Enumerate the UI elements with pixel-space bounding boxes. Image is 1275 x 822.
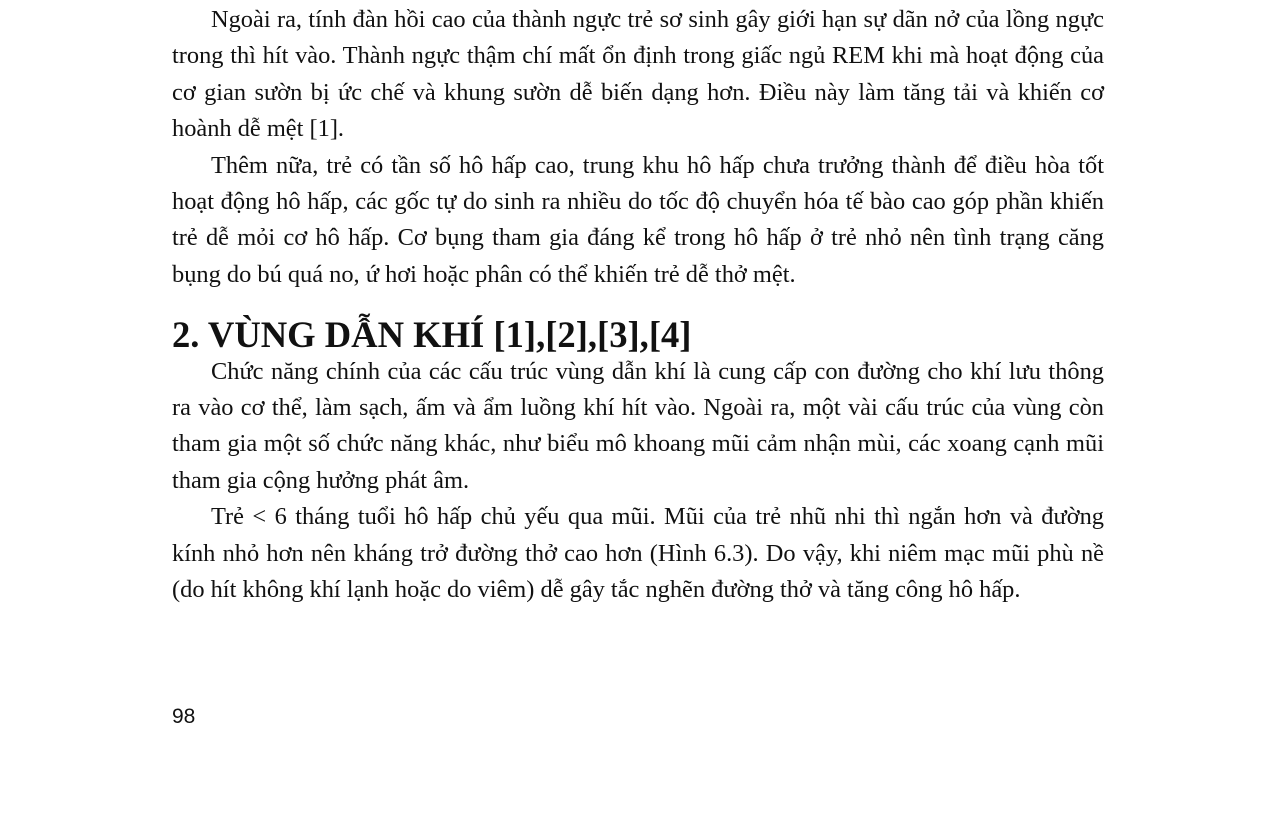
document-page bbox=[172, 0, 1104, 609]
paragraph-nasal-breathing: Trẻ < 6 tháng tuổi hô hấp chủ yếu qua mũi. Mũi của trẻ nhũ nhi thì ngắn hơn và đường kính nhỏ hơn nên kháng trở đường thở cao hơn (Hình 6.3). Do vậy, khi niêm mạc mũi phù nề (do hít không khí lạnh hoặc do viêm) dễ gây tắc nghẽn đường thở và tăng công hô hấp. bbox=[172, 503, 1104, 604]
paragraph-airway-function: Chức năng chính của các cấu trúc vùng dẫn khí là cung cấp con đường cho khí lưu thông ra vào cơ thể, làm sạch, ấm và ẩm luồng khí hít vào. Ngoài ra, một vài cấu trúc của vùng còn tham gia một số chức năng khác, như biểu mô khoang mũi cảm nhận mùi, các xoang cạnh mũi tham gia cộng hưởng phát âm. bbox=[172, 357, 1104, 494]
page-number: 98 bbox=[172, 705, 196, 728]
section-heading: 2. VÙNG DẪN KHÍ [1],[2],[3],[4] bbox=[172, 314, 692, 356]
paragraph-chest-wall: Ngoài ra, tính đàn hồi cao của thành ngực trẻ sơ sinh gây giới hạn sự dãn nở của lồng ngực trong thì hít vào. Thành ngực thậm chí mất ổn định trong giấc ngủ REM khi mà hoạt động của cơ gian sườn bị ức chế và khung sườn dễ biến dạng hơn. Điều này làm tăng tải và khiến cơ hoành dễ mệt [1]. bbox=[172, 6, 1104, 143]
paragraph-respiratory-rate: Thêm nữa, trẻ có tần số hô hấp cao, trung khu hô hấp chưa trưởng thành để điều hòa tốt hoạt động hô hấp, các gốc tự do sinh ra nhiều do tốc độ chuyển hóa tế bào cao góp phần khiến trẻ dễ mỏi cơ hô hấp. Cơ bụng tham gia đáng kể trong hô hấp ở trẻ nhỏ nên tình trạng căng bụng do bú quá no, ứ hơi hoặc phân có thể khiến trẻ dễ thở mệt. bbox=[172, 151, 1104, 288]
